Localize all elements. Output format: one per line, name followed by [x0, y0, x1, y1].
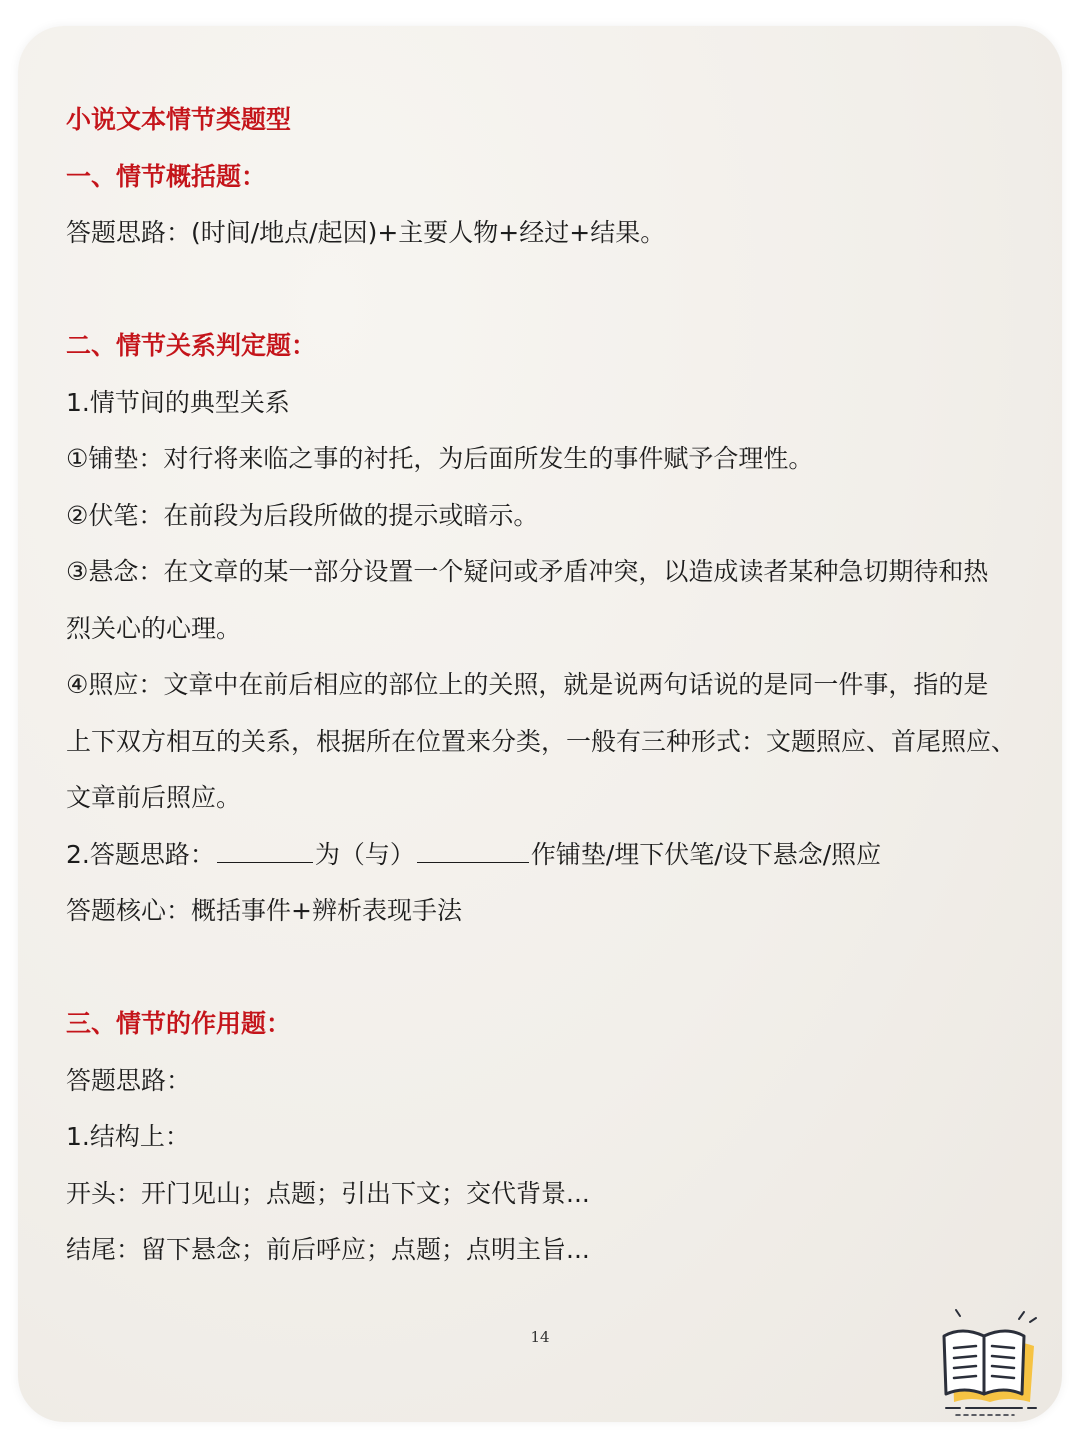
paragraph-suspense-line-1: ③悬念：在文章的某一部分设置一个疑问或矛盾冲突，以造成读者某种急切期待和热 — [66, 557, 989, 586]
fill-blank-1 — [217, 840, 313, 863]
paragraph-echo-line-2: 上下双方相互的关系，根据所在位置来分类，一般有三种形式：文题照应、首尾照应、 — [66, 726, 1017, 756]
document-page — [18, 26, 1062, 1422]
section-3-intro: 答题思路： — [66, 1065, 192, 1095]
template-prefix: 2.答题思路： — [66, 839, 215, 869]
section-1-heading: 一、情节概括题： — [66, 161, 267, 191]
section-3-subheading-1: 1.结构上： — [66, 1122, 190, 1151]
document-title: 小说文本情节类题型 — [66, 105, 292, 134]
document-content — [66, 92, 1026, 1279]
paragraph-foreshadow-setup: ①铺垫：对行将来临之事的衬托，为后面所发生的事件赋予合理性。 — [66, 444, 814, 473]
paragraph-echo-line-3: 文章前后照应。 — [66, 783, 242, 812]
open-book-icon — [926, 1300, 1050, 1420]
section-3-opening: 开头：开门见山；点题；引出下文；交代背景... — [66, 1178, 590, 1208]
section-2-subheading-1: 1.情节间的典型关系 — [66, 387, 290, 417]
paragraph-echo-line-1: ④照应：文章中在前后相应的部位上的关照，就是说两句话说的是同一件事，指的是 — [66, 670, 989, 699]
section-3-ending: 结尾：留下悬念；前后呼应；点题；点明主旨... — [66, 1235, 590, 1264]
section-2-heading: 二、情节关系判定题： — [66, 331, 317, 360]
spacer — [66, 262, 1026, 319]
paragraph-suspense-line-2: 烈关心的心理。 — [66, 613, 242, 643]
section-2-answer-core: 答题核心：概括事件+辨析表现手法 — [66, 896, 462, 925]
paragraph-foreshadowing: ②伏笔：在前段为后段所做的提示或暗示。 — [66, 500, 539, 530]
spacer — [66, 940, 1026, 997]
section-3-heading: 三、情节的作用题： — [66, 1009, 292, 1038]
page-number: 14 — [530, 1328, 550, 1346]
section-2-answer-template — [66, 827, 1026, 884]
template-suffix: 作铺垫/埋下伏笔/设下悬念/照应 — [530, 839, 882, 869]
section-1-answer-approach: 答题思路：(时间/地点/起因)+主要人物+经过+结果。 — [66, 218, 666, 247]
template-middle: 为（与） — [314, 839, 415, 869]
fill-blank-2 — [417, 840, 529, 863]
